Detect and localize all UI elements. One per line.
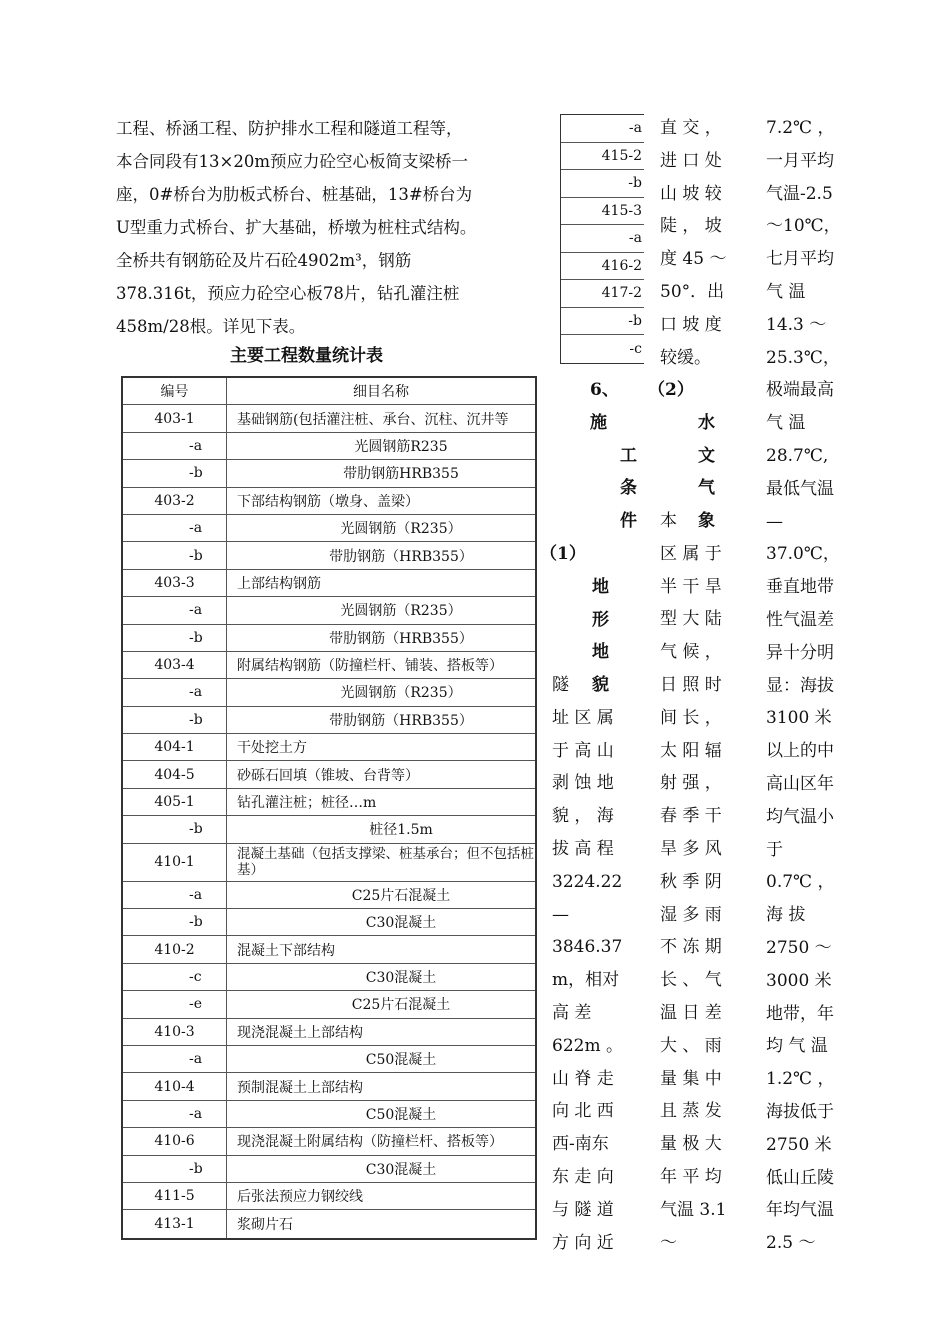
heading-char: 地 bbox=[592, 642, 609, 663]
row-name: 混凝土基础（包括支撑梁、桩基承台；但不包括桩基） bbox=[237, 846, 534, 879]
table-row bbox=[123, 1128, 535, 1155]
column-line: 量 极 大 bbox=[660, 1134, 722, 1155]
row-name: 现浇混凝土上部结构 bbox=[237, 1024, 363, 1041]
intro-line: 本合同段有13×20m预应力砼空心板简支梁桥一 bbox=[116, 152, 468, 171]
table-row bbox=[123, 652, 535, 679]
table-row bbox=[123, 991, 535, 1018]
table-row bbox=[123, 1101, 535, 1128]
heading-char: 气 bbox=[698, 478, 715, 499]
quantities-table bbox=[121, 376, 537, 1240]
row-name: C50混凝土 bbox=[365, 1052, 437, 1069]
row-code: 410-2 bbox=[123, 936, 227, 962]
column-line: 25.3℃， bbox=[766, 347, 840, 368]
table-row bbox=[123, 488, 535, 515]
side-table-row: 415-2 bbox=[561, 143, 644, 171]
row-name: 光圆钢筋（R235） bbox=[340, 685, 462, 702]
column-line: ～ bbox=[660, 1232, 677, 1253]
column-line: 地带，年 bbox=[766, 1003, 834, 1024]
column-line: 均 气 温 bbox=[766, 1036, 828, 1057]
row-name: 混凝土下部结构 bbox=[237, 942, 335, 959]
row-name: 砂砾石回填（锥坡、台背等） bbox=[237, 767, 419, 784]
column-line: 春 季 干 bbox=[660, 806, 722, 827]
row-code: 410-3 bbox=[123, 1019, 227, 1045]
column-line: 间 长 ， bbox=[660, 707, 722, 728]
column-line: 且 蒸 发 bbox=[660, 1101, 722, 1122]
row-code: 410-6 bbox=[123, 1128, 227, 1154]
column-line: 50°．出 bbox=[660, 281, 725, 302]
table-row bbox=[123, 1156, 535, 1183]
side-table-row: -a bbox=[561, 225, 644, 253]
column-line: 直 交 ， bbox=[660, 118, 722, 138]
side-table-row: -a bbox=[561, 115, 644, 143]
text-column-a bbox=[660, 112, 732, 374]
side-table-row: 415-3 bbox=[561, 198, 644, 226]
table-row bbox=[123, 882, 535, 909]
table-title: 主要工程数量统计表 bbox=[230, 346, 383, 366]
table-header-row bbox=[123, 378, 535, 405]
column-line: 山 坡 较 bbox=[660, 183, 722, 204]
heading-char: 工 bbox=[620, 445, 637, 466]
side-table-row: -c bbox=[629, 340, 642, 357]
intro-line: 全桥共有钢筋砼及片石砼4902m³，钢筋 bbox=[116, 251, 412, 270]
row-name: C30混凝土 bbox=[365, 970, 437, 986]
table-row bbox=[123, 597, 535, 624]
text-column-b bbox=[766, 112, 846, 1260]
column-line: 隧 bbox=[552, 675, 569, 695]
row-code: -b bbox=[123, 909, 227, 935]
row-name: 预制混凝土上部结构 bbox=[237, 1079, 363, 1096]
table-row bbox=[123, 1183, 535, 1210]
column-line: 2.5 ～ bbox=[766, 1233, 816, 1254]
column-line: 不 冻 期 bbox=[660, 937, 722, 958]
row-code: -b bbox=[123, 707, 227, 733]
table-row bbox=[123, 625, 535, 652]
column-line: 最低气温 bbox=[766, 478, 834, 499]
table-row bbox=[123, 679, 535, 706]
column-line: m，相对 bbox=[552, 970, 620, 991]
row-name: 光圆钢筋（R235） bbox=[340, 521, 462, 538]
row-code: -a bbox=[123, 433, 227, 459]
column-line: 址 区 属 bbox=[552, 707, 614, 728]
heading-char: 施 bbox=[590, 412, 607, 433]
table-row bbox=[123, 734, 535, 761]
column-line: 均气温小 bbox=[766, 806, 834, 827]
side-table-row: -b bbox=[561, 308, 644, 336]
row-code: -b bbox=[123, 625, 227, 651]
column-line: 年均气温 bbox=[766, 1200, 834, 1221]
table-row bbox=[123, 964, 535, 991]
row-name: C50混凝土 bbox=[365, 1106, 437, 1123]
intro-line: 458m/28根。详见下表。 bbox=[116, 317, 306, 336]
table-row bbox=[123, 816, 535, 843]
column-line: 射 强 ， bbox=[660, 773, 722, 794]
row-name: C30混凝土 bbox=[365, 1161, 437, 1178]
row-code: -a bbox=[123, 515, 227, 541]
text-column-climate bbox=[660, 505, 732, 1259]
column-line: 一月平均 bbox=[766, 150, 834, 171]
column-line: 秋 季 阴 bbox=[660, 871, 722, 892]
intro-line: U型重力式桥台、扩大基础，桥墩为桩柱式结构。 bbox=[116, 218, 477, 237]
intro-paragraph bbox=[116, 112, 526, 343]
row-code: -a bbox=[123, 882, 227, 908]
column-line: 极端最高 bbox=[766, 380, 834, 401]
column-line: 西-南东 bbox=[552, 1134, 609, 1155]
column-line: 海拔低于 bbox=[766, 1101, 834, 1122]
row-name: 带肋钢筋（HRB355） bbox=[329, 712, 473, 729]
row-code: -b bbox=[123, 1156, 227, 1182]
side-table-row: 417-2 bbox=[561, 280, 644, 308]
row-code: 403-3 bbox=[123, 570, 227, 596]
column-line: 3846.37 bbox=[552, 937, 623, 958]
row-name: 光圆钢筋（R235） bbox=[340, 603, 462, 620]
column-line: 3000 米 bbox=[766, 970, 832, 991]
column-line: 28.7℃, bbox=[766, 445, 829, 466]
column-line: 年 平 均 bbox=[660, 1166, 722, 1187]
column-line: 低山丘陵 bbox=[766, 1167, 834, 1188]
column-line: 山 脊 走 bbox=[552, 1068, 614, 1089]
table-row bbox=[123, 936, 535, 963]
table-row bbox=[123, 1210, 535, 1237]
column-line: 东 走 向 bbox=[552, 1166, 614, 1187]
column-line: 1.2℃ ， bbox=[766, 1069, 835, 1090]
table-row bbox=[123, 1019, 535, 1046]
row-name: 带肋钢筋（HRB355） bbox=[329, 630, 473, 647]
column-line: 高 差 bbox=[552, 1002, 592, 1023]
heading-char: 地 bbox=[592, 576, 609, 597]
column-line: — bbox=[766, 511, 783, 532]
column-line: 长 、 气 bbox=[660, 970, 722, 991]
heading-char: 条 bbox=[620, 478, 637, 499]
heading-char: 件 bbox=[620, 511, 637, 532]
column-line: 本 bbox=[660, 511, 677, 531]
table-row bbox=[123, 433, 535, 460]
table-row bbox=[123, 909, 535, 936]
heading-construction-conditions bbox=[590, 374, 637, 538]
column-line: 0.7℃ ， bbox=[766, 872, 835, 893]
column-line: 高山区年 bbox=[766, 773, 834, 794]
row-name: 附属结构钢筋（防撞栏杆、铺装、搭板等） bbox=[237, 658, 503, 675]
column-line: 与 隧 道 bbox=[552, 1199, 614, 1220]
column-line: 度 45 ～ bbox=[660, 249, 727, 270]
heading-char: 貌 bbox=[592, 675, 609, 696]
column-line: 2750 ～ bbox=[766, 937, 832, 958]
row-name: 光圆钢筋R235 bbox=[354, 438, 448, 455]
heading-char: 文 bbox=[698, 445, 715, 466]
row-name: 现浇混凝土附属结构（防撞栏杆、搭板等） bbox=[237, 1134, 503, 1151]
row-name: 带肋钢筋（HRB355） bbox=[329, 548, 473, 565]
column-line: 温 日 差 bbox=[660, 1002, 722, 1023]
row-code: 404-5 bbox=[123, 761, 227, 787]
column-line: 气 温 bbox=[766, 413, 806, 434]
column-line: 区 属 于 bbox=[660, 543, 722, 564]
text-column-terrain bbox=[552, 669, 626, 1259]
row-code: 404-1 bbox=[123, 734, 227, 760]
row-code: -b bbox=[123, 816, 227, 842]
column-line: 大 、 雨 bbox=[660, 1035, 722, 1056]
column-line: 型 大 陆 bbox=[660, 609, 722, 630]
column-line: 口 坡 度 bbox=[660, 314, 722, 335]
column-line: 进 口 处 bbox=[660, 150, 722, 171]
column-line: — bbox=[552, 904, 569, 925]
column-line: 622m 。 bbox=[552, 1035, 623, 1056]
column-line: 显：海拔 bbox=[766, 675, 834, 696]
row-code: -b bbox=[123, 542, 227, 568]
row-name: 上部结构钢筋 bbox=[237, 575, 321, 592]
column-line: 气温 3.1 bbox=[660, 1199, 727, 1220]
row-name: 带肋钢筋HRB355 bbox=[343, 466, 459, 483]
row-name: 钻孔灌注桩；桩径…m bbox=[237, 795, 377, 812]
table-row bbox=[123, 1046, 535, 1073]
heading-char: （2） bbox=[648, 380, 694, 400]
column-line: 异十分明 bbox=[766, 642, 834, 663]
column-line: 貌 ， 海 bbox=[552, 806, 614, 827]
row-code: -a bbox=[123, 1101, 227, 1127]
table-row bbox=[123, 515, 535, 542]
row-code: 403-4 bbox=[123, 652, 227, 678]
row-code: 403-2 bbox=[123, 488, 227, 514]
column-line: 量 集 中 bbox=[660, 1068, 722, 1089]
table-row bbox=[123, 844, 535, 882]
table-row bbox=[123, 707, 535, 734]
row-code: 403-1 bbox=[123, 405, 227, 431]
column-line: 14.3 ～ bbox=[766, 314, 827, 335]
row-code: 405-1 bbox=[123, 789, 227, 815]
row-name: 干处挖土方 bbox=[237, 740, 307, 757]
row-name: 下部结构钢筋（墩身、盖梁） bbox=[237, 493, 419, 510]
row-name: 后张法预应力钢绞线 bbox=[237, 1189, 363, 1206]
heading-char: 6、 bbox=[590, 380, 619, 400]
row-code: 413-1 bbox=[123, 1210, 227, 1237]
row-name: C30混凝土 bbox=[365, 915, 437, 932]
heading-char: 形 bbox=[592, 609, 609, 630]
heading-char: 象 bbox=[698, 511, 715, 532]
column-line: 海 拔 bbox=[766, 905, 806, 926]
column-line: 3100 米 bbox=[766, 708, 832, 729]
column-line: 七月平均 bbox=[766, 249, 834, 270]
table-row bbox=[123, 789, 535, 816]
column-line: 气温-2.5 bbox=[766, 183, 833, 204]
row-code: -a bbox=[123, 597, 227, 623]
column-line: 2750 米 bbox=[766, 1134, 832, 1155]
row-name: C25片石混凝土 bbox=[351, 887, 451, 904]
column-line: 37.0℃， bbox=[766, 544, 840, 565]
column-line: 7.2℃ ， bbox=[766, 118, 835, 138]
column-line: 气 候 ， bbox=[660, 642, 722, 663]
row-code: 411-5 bbox=[123, 1183, 227, 1209]
header-name: 细目名称 bbox=[353, 384, 409, 401]
intro-line: 378.316t，预应力砼空心板78片，钻孔灌注桩 bbox=[116, 284, 460, 303]
column-line: 陡 ， 坡 bbox=[660, 216, 722, 237]
row-code: 410-1 bbox=[123, 844, 227, 881]
side-table bbox=[560, 114, 644, 364]
column-line: 方 向 近 bbox=[552, 1232, 614, 1253]
row-name: C25片石混凝土 bbox=[351, 997, 451, 1014]
column-line: 半 干 旱 bbox=[660, 576, 722, 597]
column-line: 气 温 bbox=[766, 281, 806, 302]
column-line: 性气温差 bbox=[766, 609, 834, 630]
heading-char: （1） bbox=[540, 544, 586, 564]
row-name: 浆砌片石 bbox=[237, 1217, 293, 1234]
column-line: 太 阳 辐 bbox=[660, 740, 722, 761]
row-code: -a bbox=[123, 679, 227, 705]
table-row bbox=[123, 542, 535, 569]
row-code: -e bbox=[123, 991, 227, 1017]
row-code: -c bbox=[123, 964, 227, 990]
header-code: 编号 bbox=[123, 378, 227, 404]
row-code: -a bbox=[123, 1046, 227, 1072]
column-line: 以上的中 bbox=[766, 741, 834, 762]
column-line: 较缓。 bbox=[660, 347, 711, 368]
column-line: 于 高 山 bbox=[552, 740, 614, 761]
column-line: 垂直地带 bbox=[766, 577, 834, 598]
table-row bbox=[123, 460, 535, 487]
column-line: 旱 多 风 bbox=[660, 838, 722, 859]
side-table-row: 416-2 bbox=[561, 253, 644, 281]
heading-char: 水 bbox=[698, 412, 715, 433]
column-line: 剥 蚀 地 bbox=[552, 773, 614, 794]
table-row bbox=[123, 761, 535, 788]
side-table-row: -b bbox=[561, 170, 644, 198]
column-line: 拔 高 程 bbox=[552, 838, 614, 859]
table-row bbox=[123, 1073, 535, 1100]
intro-line: 工程、桥涵工程、防护排水工程和隧道工程等， bbox=[116, 119, 463, 138]
table-row bbox=[123, 570, 535, 597]
column-line: 日 照 时 bbox=[660, 674, 722, 695]
row-code: 410-4 bbox=[123, 1073, 227, 1099]
column-line: 向 北 西 bbox=[552, 1101, 614, 1122]
table-row bbox=[123, 405, 535, 432]
column-line: ～10℃， bbox=[766, 216, 841, 237]
column-line: 于 bbox=[766, 839, 783, 860]
column-line: 3224.22 bbox=[552, 871, 623, 892]
row-code: -b bbox=[123, 460, 227, 486]
row-name: 桩径1.5m bbox=[369, 822, 433, 839]
intro-line: 座，0#桥台为肋板式桥台、桩基础，13#桥台为 bbox=[116, 185, 473, 204]
column-line: 湿 多 雨 bbox=[660, 904, 722, 925]
row-name: 基础钢筋(包括灌注桩、承台、沉柱、沉井等 bbox=[237, 411, 509, 428]
